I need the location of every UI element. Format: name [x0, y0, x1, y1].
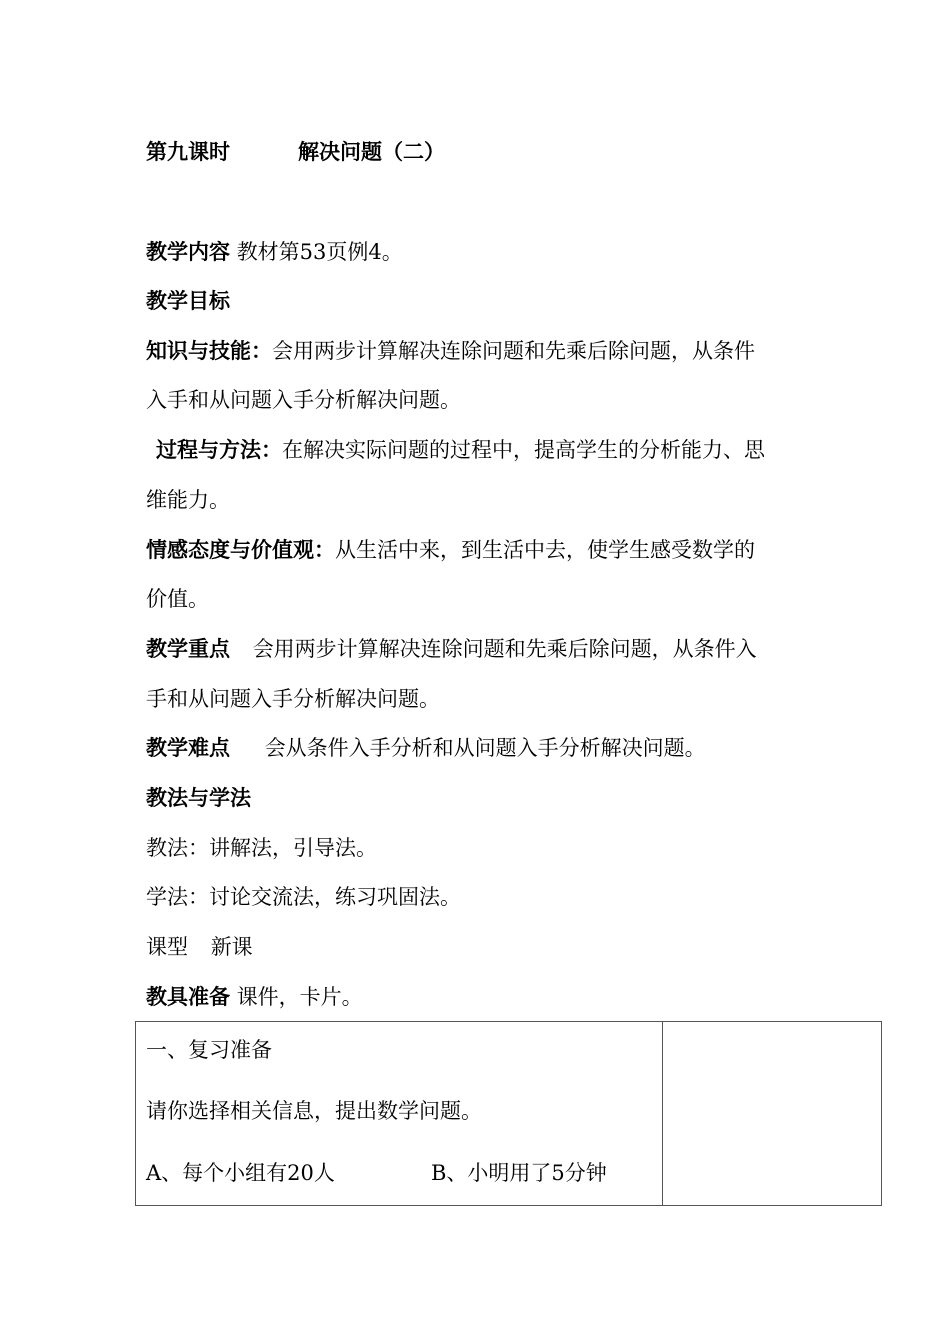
review-section-title: 一、复习准备: [146, 1038, 272, 1062]
lesson-topic: 解决问题（二）: [298, 140, 445, 164]
lesson-number: 第九课时: [146, 140, 230, 164]
key-point-cont: 手和从问题入手分析解决问题。: [146, 687, 440, 711]
teaching-materials-text: 课件，卡片。: [236, 985, 363, 1009]
review-options: [146, 1158, 607, 1188]
lesson-type-value: 新课: [210, 935, 253, 959]
methods-heading: 教法与学法: [146, 786, 251, 810]
knowledge-skills: [146, 336, 755, 366]
process-methods: [156, 435, 765, 465]
emotion-values-text: 从生活中来，到生活中去，使学生感受数学的: [335, 538, 755, 562]
key-point: [146, 634, 757, 664]
review-prompt: 请你选择相关信息，提出数学问题。: [146, 1099, 482, 1123]
teaching-goals-heading: 教学目标: [146, 289, 230, 313]
process-methods-text: 在解决实际问题的过程中，提高学生的分析能力、思: [282, 438, 765, 462]
lesson-type: [146, 932, 253, 962]
lesson-notes-cell: [663, 1022, 882, 1206]
page-title: [146, 137, 445, 167]
difficulty-text: 会从条件入手分析和从问题入手分析解决问题。: [264, 736, 706, 760]
learning-method: 学法：讨论交流法，练习巩固法。: [146, 885, 461, 909]
knowledge-skills-cont: 入手和从问题入手分析解决问题。: [146, 388, 461, 412]
key-point-text: 会用两步计算解决连除问题和先乘后除问题，从条件入: [252, 637, 757, 661]
process-methods-cont: 维能力。: [146, 488, 230, 512]
teaching-method: 教法：讲解法，引导法。: [146, 836, 377, 860]
teaching-content-text: 教材第53页例4。: [236, 240, 403, 264]
teaching-materials-label: 教具准备: [146, 985, 230, 1009]
lesson-main-cell: [136, 1022, 663, 1206]
emotion-values-label: 情感态度与价值观：: [146, 538, 335, 562]
lesson-type-label: 课型: [146, 935, 188, 959]
lesson-plan-table: [135, 1021, 882, 1206]
teaching-materials: [146, 982, 363, 1012]
teaching-content: [146, 237, 403, 267]
knowledge-skills-text: 会用两步计算解决连除问题和先乘后除问题，从条件: [272, 339, 755, 363]
emotion-values: [146, 535, 755, 565]
difficulty: [146, 733, 706, 763]
process-methods-label: 过程与方法：: [156, 438, 282, 462]
emotion-values-cont: 价值。: [146, 587, 209, 611]
difficulty-label: 教学难点: [146, 736, 230, 760]
knowledge-skills-label: 知识与技能：: [146, 339, 272, 363]
key-point-label: 教学重点: [146, 637, 230, 661]
option-a: A、每个小组有20人: [146, 1161, 335, 1185]
option-b: B、小明用了5分钟: [431, 1161, 607, 1185]
teaching-content-label: 教学内容: [146, 240, 230, 264]
